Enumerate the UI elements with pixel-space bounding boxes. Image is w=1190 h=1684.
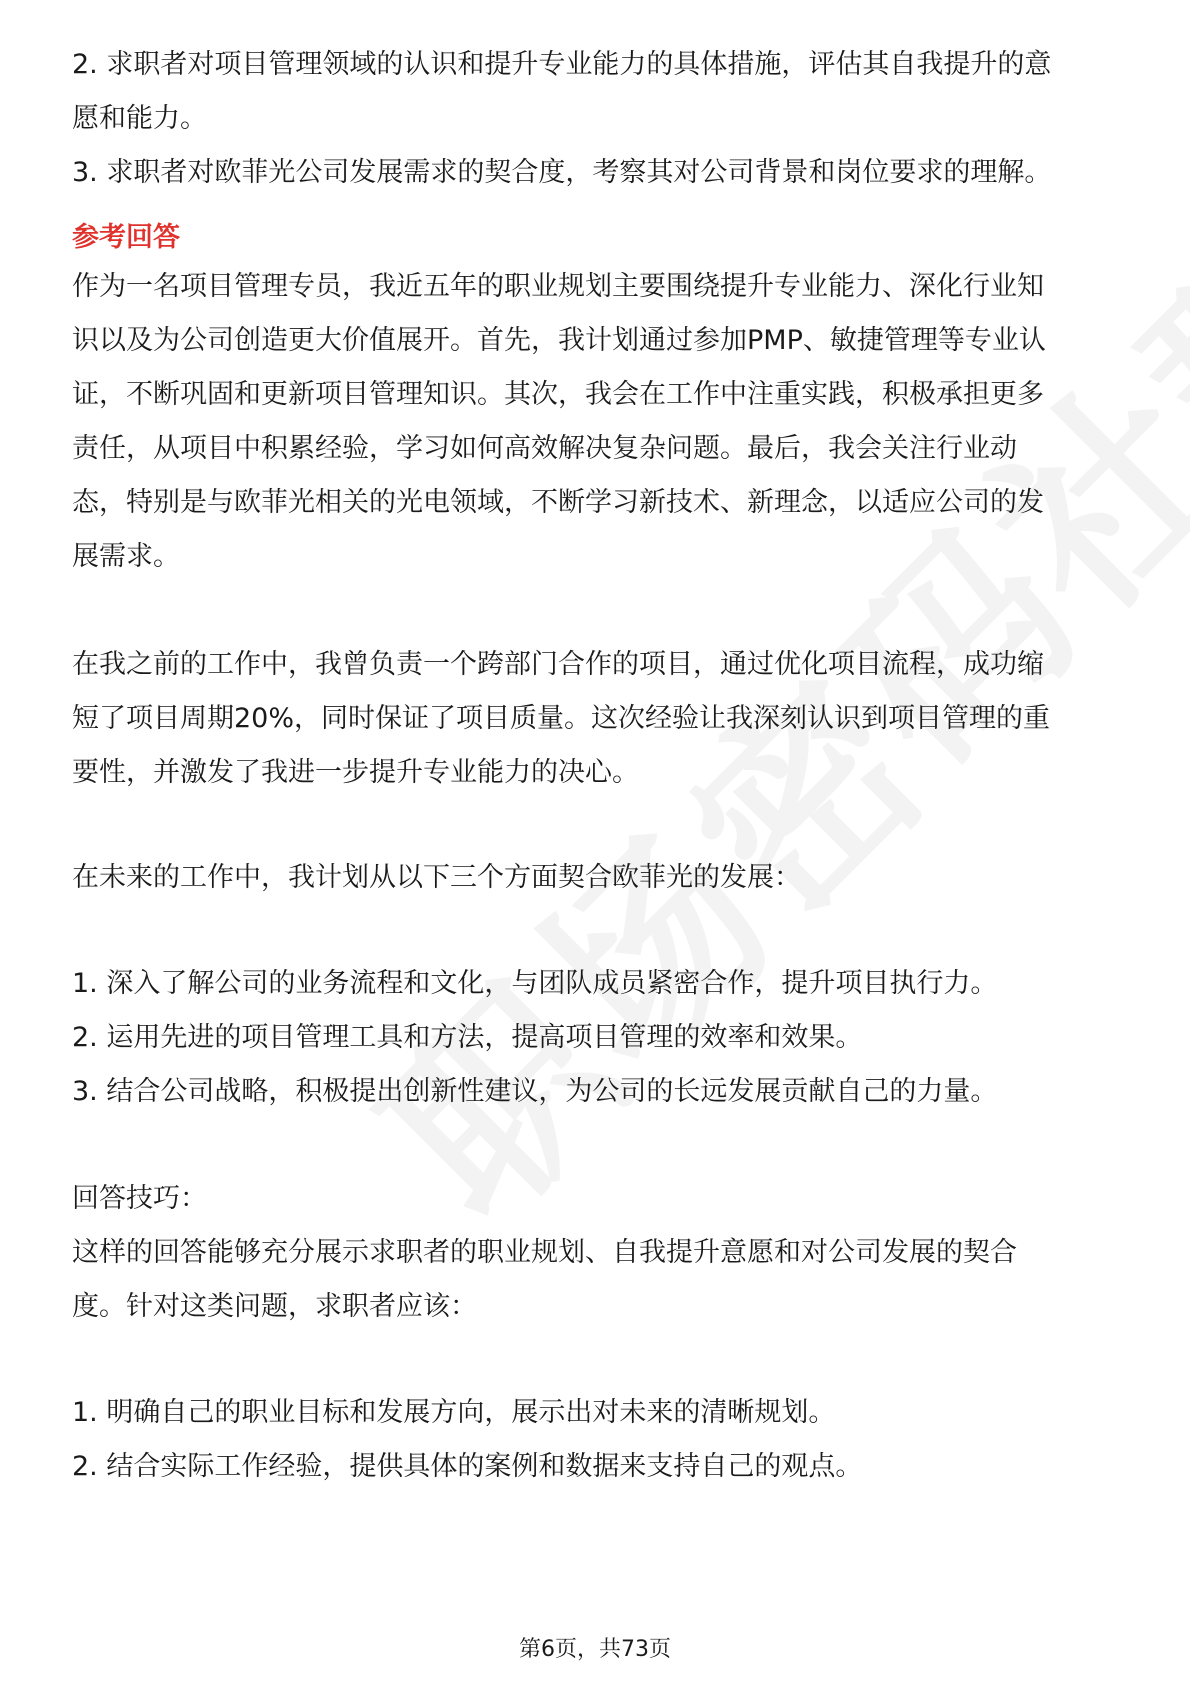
page-number: 第6页，共73页 [519, 1637, 671, 1662]
text-line: 在我之前的工作中，我曾负责一个跨部门合作的项目，通过优化项目流程，成功缩 [72, 649, 1044, 680]
text-line: 2. 求职者对项目管理领域的认识和提升专业能力的具体措施，评估其自我提升的意 [72, 49, 1052, 80]
text-line: 证，不断巩固和更新项目管理知识。其次，我会在工作中注重实践，积极承担更多 [72, 379, 1044, 410]
text-line: 3. 求职者对欧菲光公司发展需求的契合度，考察其对公司背景和岗位要求的理解。 [72, 157, 1052, 188]
list-item: 1. 深入了解公司的业务流程和文化，与团队成员紧密合作，提升项目执行力。 [72, 968, 998, 999]
text-line: 要性，并激发了我进一步提升专业能力的决心。 [72, 757, 639, 788]
list-item: 1. 明确自己的职业目标和发展方向，展示出对未来的清晰规划。 [72, 1397, 836, 1428]
text-line: 责任，从项目中积累经验，学习如何高效解决复杂问题。最后，我会关注行业动 [72, 433, 1017, 464]
text-line: 展需求。 [72, 541, 180, 572]
subheading: 回答技巧： [72, 1183, 207, 1214]
text-line: 短了项目周期20%，同时保证了项目质量。这次经验让我深刻认识到项目管理的重 [72, 703, 1051, 734]
text-line: 愿和能力。 [72, 103, 207, 134]
text-line: 度。针对这类问题，求职者应该： [72, 1291, 477, 1322]
section-heading: 参考回答 [72, 222, 180, 253]
text-line: 在未来的工作中，我计划从以下三个方面契合欧菲光的发展： [72, 862, 801, 893]
list-item: 2. 运用先进的项目管理工具和方法，提高项目管理的效率和效果。 [72, 1022, 863, 1053]
text-line: 态，特别是与欧菲光相关的光电领域，不断学习新技术、新理念，以适应公司的发 [72, 487, 1044, 518]
list-item: 3. 结合公司战略，积极提出创新性建议，为公司的长远发展贡献自己的力量。 [72, 1076, 998, 1107]
text-line: 这样的回答能够充分展示求职者的职业规划、自我提升意愿和对公司发展的契合 [72, 1237, 1017, 1268]
text-line: 识以及为公司创造更大价值展开。首先，我计划通过参加PMP、敏捷管理等专业认 [72, 325, 1046, 356]
list-item: 2. 结合实际工作经验，提供具体的案例和数据来支持自己的观点。 [72, 1451, 863, 1482]
text-line: 作为一名项目管理专员，我近五年的职业规划主要围绕提升专业能力、深化行业知 [72, 271, 1044, 302]
